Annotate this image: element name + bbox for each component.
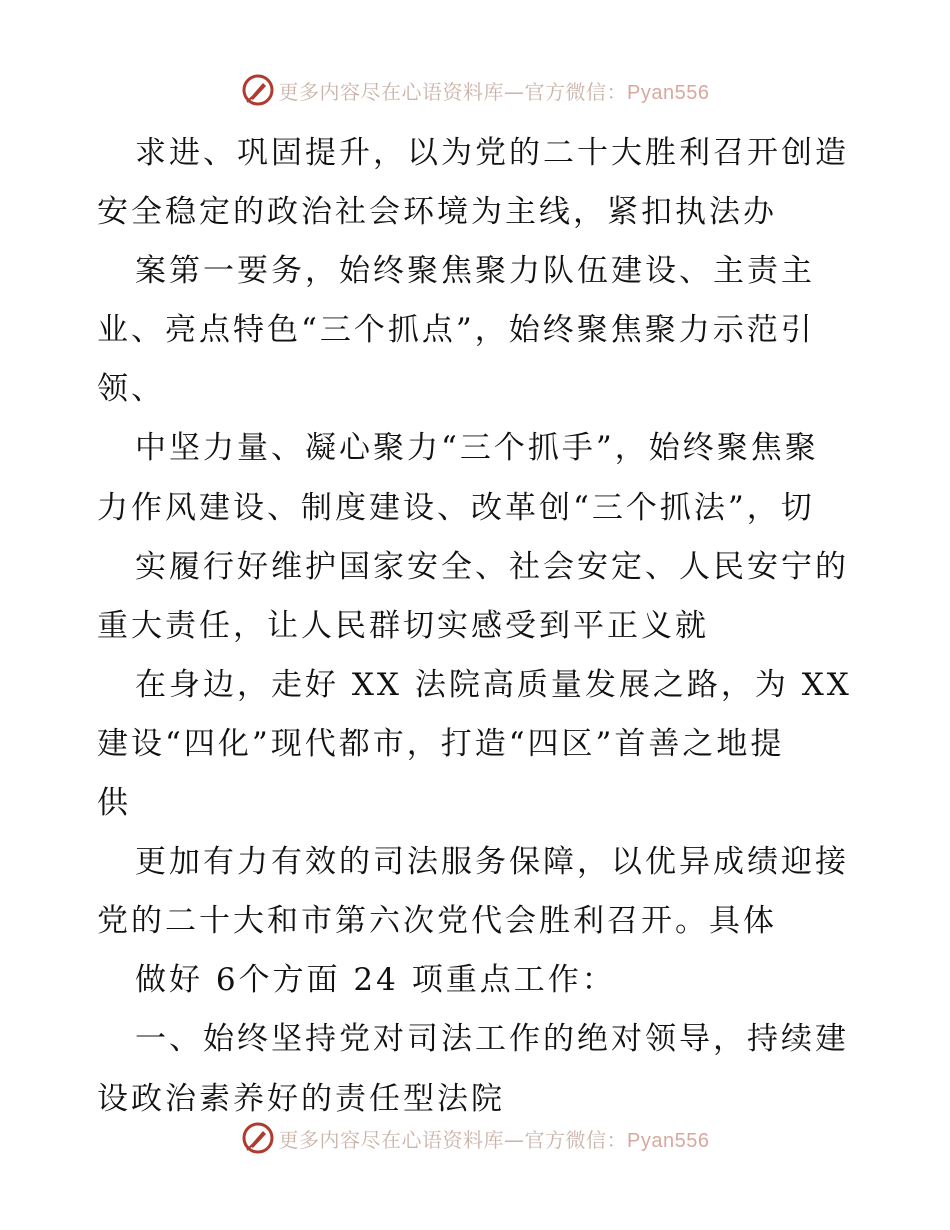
watermark-text: 更多内容尽在心语资料库—官方微信：Pyan556	[278, 1127, 710, 1152]
body-line: 更加有力有效的司法服务保障，以优异成绩迎接	[135, 844, 849, 881]
section-heading-continued: 设政治素养好的责任型法院	[97, 1080, 505, 1117]
pen-logo-icon	[241, 73, 275, 107]
body-line: 业、亮点特色“三个抓点”，始终聚焦聚力示范引	[97, 312, 815, 349]
body-line: 建设“四化”现代都市，打造“四区”首善之地提	[97, 725, 785, 762]
document-body	[97, 124, 857, 1129]
body-line: 求进、巩固提升，以为党的二十大胜利召开创造	[135, 135, 849, 171]
body-line: 安全稳定的政治社会环境为主线，紧扣执法办	[97, 194, 777, 231]
watermark-text: 更多内容尽在心语资料库—官方微信：Pyan556	[278, 79, 710, 104]
body-line: 案第一要务，始终聚焦聚力队伍建设、主责主	[135, 253, 815, 290]
body-line: 做好 6个方面 24 项重点工作：	[135, 962, 616, 999]
body-line: 在身边，走好 XX 法院高质量发展之路，为 XX	[135, 666, 852, 703]
body-line: 领、	[97, 371, 165, 408]
body-line: 中坚力量、凝心聚力“三个抓手”，始终聚焦聚	[135, 430, 819, 467]
body-line: 供	[97, 785, 131, 822]
pen-logo-icon	[241, 1121, 275, 1155]
section-heading: 一、始终坚持党对司法工作的绝对领导，持续建	[135, 1021, 849, 1058]
footer-watermark	[0, 1118, 950, 1158]
body-line: 力作风建设、制度建设、改革创“三个抓法”，切	[97, 489, 815, 526]
body-line: 党的二十大和市第六次党代会胜利召开。具体	[97, 903, 777, 940]
body-line: 实履行好维护国家安全、社会安定、人民安宁的	[135, 548, 849, 585]
header-watermark	[0, 70, 950, 110]
body-line: 重大责任，让人民群切实感受到平正义就	[97, 607, 709, 644]
wechat-id: Pyan556	[627, 81, 710, 104]
wechat-id: Pyan556	[627, 1129, 710, 1152]
